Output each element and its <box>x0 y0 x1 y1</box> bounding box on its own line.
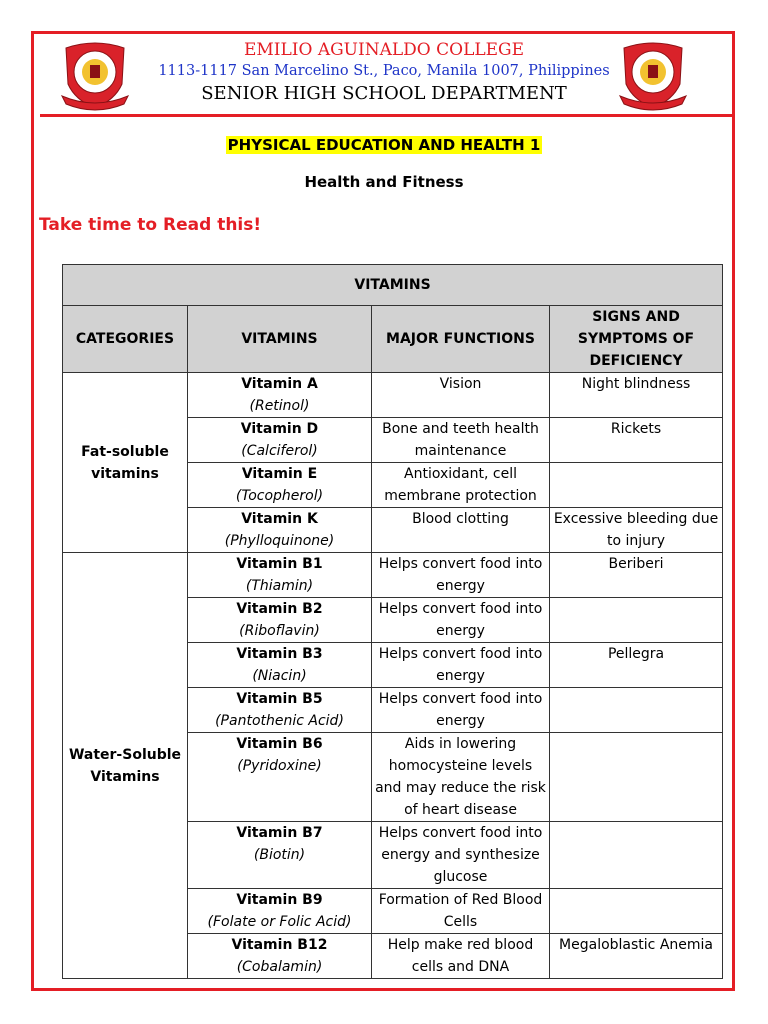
deficiency-cell <box>550 889 723 934</box>
deficiency-cell <box>550 733 723 822</box>
vitamin-cell <box>188 463 372 508</box>
function-cell: Vision <box>372 373 550 418</box>
table-row <box>63 373 723 418</box>
subtitle: Health and Fitness <box>304 173 464 191</box>
vitamin-name: Vitamin B6 <box>236 736 323 752</box>
category-cell: Fat-soluble vitamins <box>63 373 188 553</box>
read-callout: Take time to Read this! <box>39 215 262 235</box>
vitamin-scientific-name: (Pantothenic Acid) <box>215 713 344 729</box>
deficiency-cell: Rickets <box>550 418 723 463</box>
vitamin-name: Vitamin D <box>240 421 319 437</box>
function-cell: Helps convert food into energy and synthesize glucose <box>372 822 550 889</box>
vitamin-scientific-name: (Cobalamin) <box>236 959 323 975</box>
deficiency-cell <box>550 598 723 643</box>
vitamin-scientific-name: (Biotin) <box>253 847 306 863</box>
function-cell: Helps convert food into energy <box>372 688 550 733</box>
vitamin-scientific-name: (Pyridoxine) <box>237 758 322 774</box>
vitamin-cell <box>188 598 372 643</box>
vitamin-cell <box>188 643 372 688</box>
function-cell: Bone and teeth health maintenance <box>372 418 550 463</box>
vitamin-cell <box>188 373 372 418</box>
function-cell: Antioxidant, cell membrane protection <box>372 463 550 508</box>
deficiency-cell <box>550 463 723 508</box>
deficiency-cell: Beriberi <box>550 553 723 598</box>
function-cell: Helps convert food into energy <box>372 598 550 643</box>
header-divider <box>40 114 734 117</box>
department-name: SENIOR HIGH SCHOOL DEPARTMENT <box>201 83 567 104</box>
header-vitamins: VITAMINS <box>188 306 372 373</box>
vitamin-name: Vitamin B3 <box>236 646 323 662</box>
vitamin-cell <box>188 688 372 733</box>
vitamin-cell <box>188 733 372 822</box>
deficiency-cell <box>550 822 723 889</box>
vitamin-scientific-name: (Calciferol) <box>241 443 318 459</box>
vitamin-cell <box>188 553 372 598</box>
vitamin-name: Vitamin B5 <box>236 691 323 707</box>
function-cell: Aids in lowering homocysteine levels and may reduce the risk of heart disease <box>372 733 550 822</box>
function-cell: Help make red blood cells and DNA <box>372 934 550 979</box>
vitamin-scientific-name: (Folate or Folic Acid) <box>207 914 352 930</box>
vitamin-scientific-name: (Niacin) <box>252 668 307 684</box>
vitamin-cell <box>188 889 372 934</box>
vitamin-name: Vitamin B9 <box>236 892 323 908</box>
vitamins-table <box>62 264 723 979</box>
vitamin-cell <box>188 934 372 979</box>
vitamin-cell <box>188 508 372 553</box>
vitamin-name: Vitamin B12 <box>231 937 328 953</box>
vitamin-cell <box>188 822 372 889</box>
vitamin-name: Vitamin B2 <box>236 601 323 617</box>
vitamin-name: Vitamin K <box>241 511 318 527</box>
table-title: VITAMINS <box>63 265 723 306</box>
vitamin-scientific-name: (Thiamin) <box>245 578 314 594</box>
function-cell: Helps convert food into energy <box>372 553 550 598</box>
table-row <box>63 553 723 598</box>
vitamin-name: Vitamin B7 <box>236 825 323 841</box>
subject-title: PHYSICAL EDUCATION AND HEALTH 1 <box>227 136 541 154</box>
deficiency-cell: Pellegra <box>550 643 723 688</box>
vitamin-name: Vitamin A <box>241 376 318 392</box>
deficiency-cell <box>550 688 723 733</box>
vitamin-scientific-name: (Phylloquinone) <box>224 533 335 549</box>
vitamin-name: Vitamin E <box>241 466 318 482</box>
deficiency-cell: Excessive bleeding due to injury <box>550 508 723 553</box>
function-cell: Blood clotting <box>372 508 550 553</box>
college-address: 1113-1117 San Marcelino St., Paco, Manila 1007, Philippines <box>158 63 610 79</box>
header-categories: CATEGORIES <box>63 306 188 373</box>
category-cell: Water-Soluble Vitamins <box>63 553 188 979</box>
college-name: EMILIO AGUINALDO COLLEGE <box>243 40 525 60</box>
vitamin-scientific-name: (Riboflavin) <box>239 623 320 639</box>
vitamin-name: Vitamin B1 <box>236 556 323 572</box>
vitamin-cell <box>188 418 372 463</box>
function-cell: Helps convert food into energy <box>372 643 550 688</box>
function-cell: Formation of Red Blood Cells <box>372 889 550 934</box>
vitamin-scientific-name: (Retinol) <box>249 398 310 414</box>
deficiency-cell: Megaloblastic Anemia <box>550 934 723 979</box>
vitamin-scientific-name: (Tocopherol) <box>235 488 324 504</box>
header-functions: MAJOR FUNCTIONS <box>372 306 550 373</box>
header-deficiency: SIGNS AND SYMPTOMS OF DEFICIENCY <box>550 306 723 373</box>
deficiency-cell: Night blindness <box>550 373 723 418</box>
